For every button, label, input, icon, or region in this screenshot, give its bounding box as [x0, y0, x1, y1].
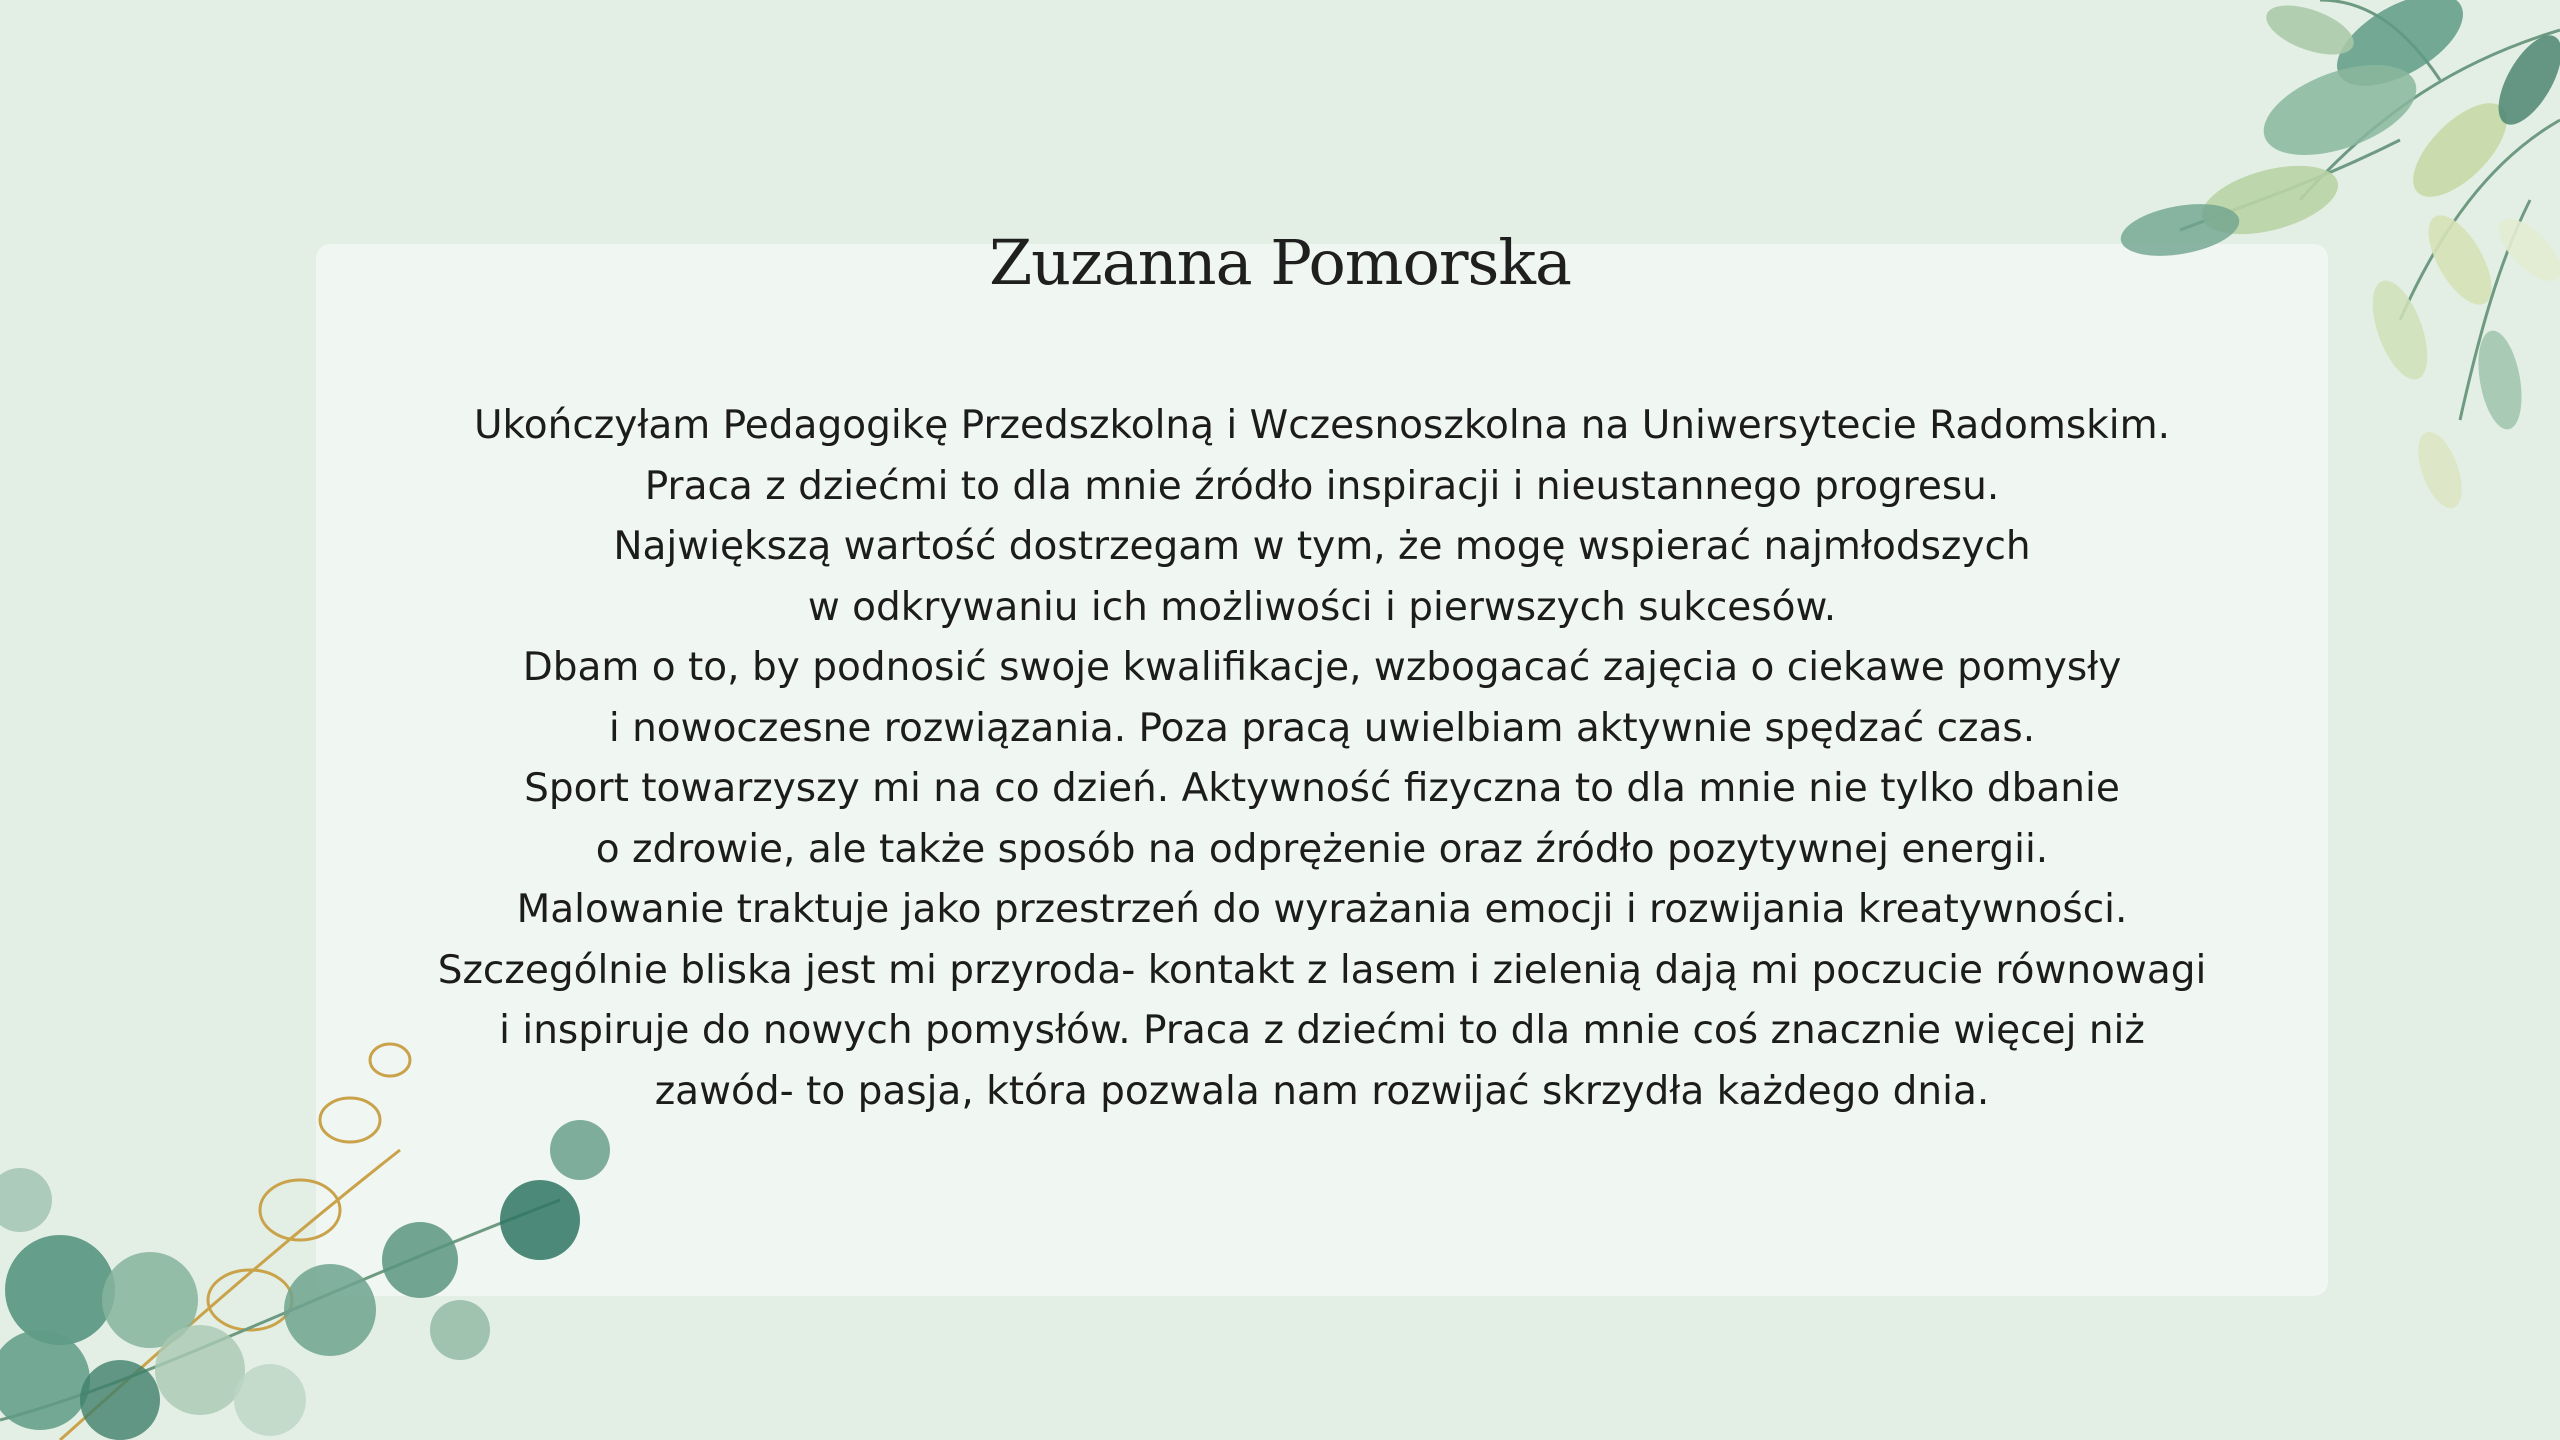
bio-line: Dbam o to, by podnosić swoje kwalifikacje, wzbogacać zajęcia o ciekawe pomysły	[522, 645, 2122, 690]
bio-line: i nowoczesne rozwiązania. Poza pracą uwielbiam aktywnie spędzać czas.	[608, 705, 2036, 751]
bio-line: zawód- to pasja, która pozwala nam rozwijać skrzydła każdego dnia.	[654, 1068, 1990, 1114]
bio-line: i inspiruje do nowych pomysłów. Praca z dziećmi to dla mnie coś znacznie więcej niż	[499, 1008, 2145, 1053]
bio-line: Ukończyłam Pedagogikę Przedszkolną i Wczesnoszkolna na Uniwersytecie Radomskim.	[474, 403, 2170, 448]
bio-line: Malowanie traktuje jako przestrzeń do wyrażania emocji i rozwijania kreatywności.	[516, 887, 2128, 932]
person-name-title: Zuzanna Pomorska	[989, 226, 1571, 299]
bio-line: Szczególnie bliska jest mi przyroda- kontakt z lasem i zielenią dają mi poczucie równowagi	[437, 947, 2207, 993]
bio-line: Praca z dziećmi to dla mnie źródło inspiracji i nieustannego progresu.	[644, 463, 2000, 509]
bio-line: o zdrowie, ale także sposób na odprężenie oraz źródło pozytywnej energii.	[595, 826, 2049, 872]
bio-line: w odkrywaniu ich możliwości i pierwszych sukcesów.	[807, 584, 1837, 630]
bio-line: Największą wartość dostrzegam w tym, że mogę wspierać najmłodszych	[613, 524, 2031, 569]
bio-text-block	[316, 396, 2328, 1122]
bio-line: Sport towarzyszy mi na co dzień. Aktywność fizyczna to dla mnie nie tylko dbanie	[524, 766, 2120, 811]
